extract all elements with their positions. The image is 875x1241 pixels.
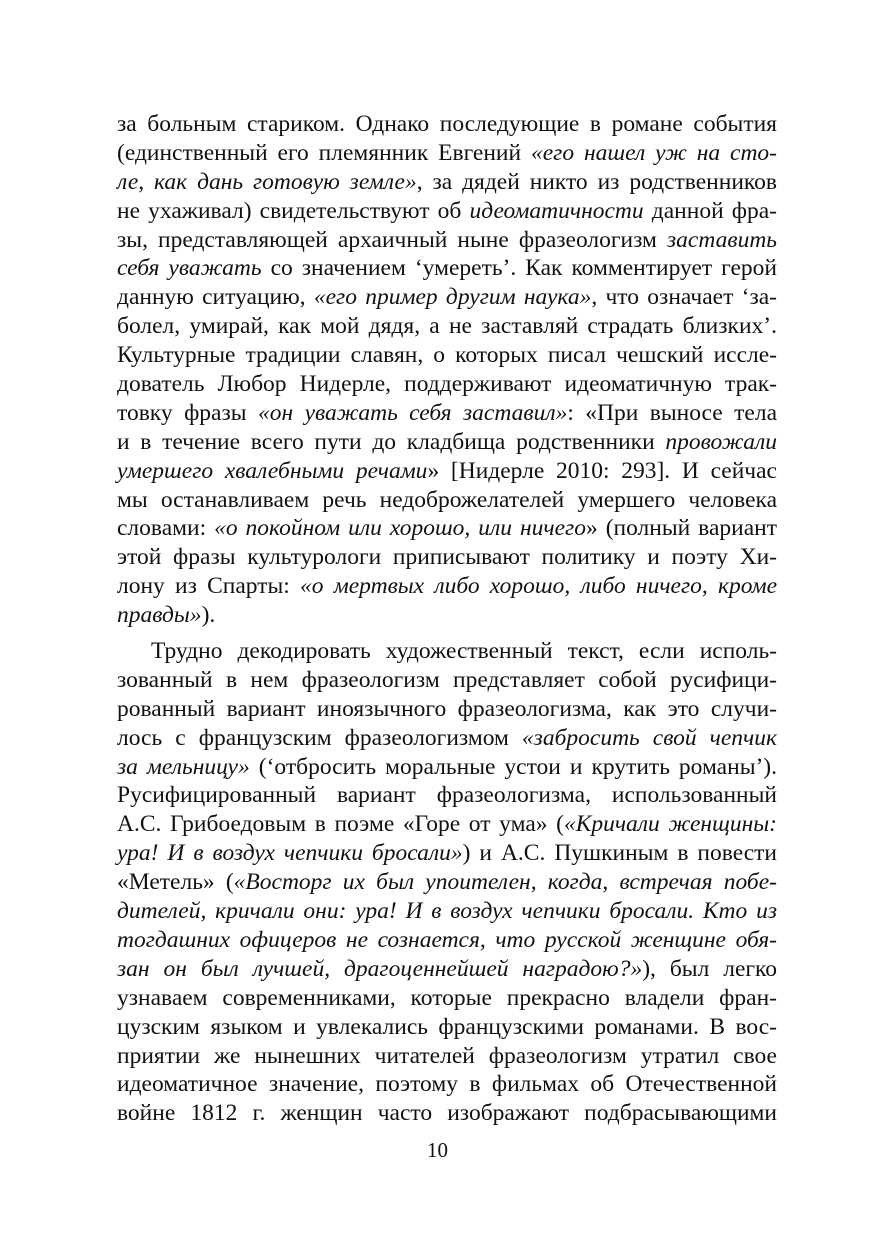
text-run: данную ситуацию, bbox=[117, 284, 314, 311]
text-run: зы, представляющей архаичный ныне фразеологизм bbox=[117, 226, 668, 253]
text-line bbox=[117, 810, 777, 839]
text-line bbox=[117, 637, 777, 666]
text-line bbox=[117, 897, 777, 926]
italic-quote: тогдашних офицеров не сознается, что русской женщине обя- bbox=[117, 926, 777, 953]
text-run: войне 1812 г. женщин часто изображают подбрасывающими bbox=[117, 1100, 777, 1127]
text-run: идеоматичное значение, поэтому в фильмах об Отечественной bbox=[117, 1071, 777, 1098]
text-run: (‘отбросить моральные устои и крутить романы’). bbox=[249, 753, 778, 780]
text-run: Русифицированный вариант фразеологизма, использованный bbox=[117, 782, 777, 809]
italic-quote: ура! И в воздух чепчики бросали» bbox=[117, 840, 463, 867]
italic-quote: заставить bbox=[667, 226, 777, 253]
text-line bbox=[117, 572, 777, 601]
text-run: этой фразы культурологи приписывают политику и поэту Хи- bbox=[117, 544, 777, 571]
text-run: со значением ‘умереть’. Как комментирует герой bbox=[261, 255, 777, 282]
italic-quote: за мельницу» bbox=[117, 753, 250, 780]
text-run: мы останавливаем речь недоброжелателей умершего человека bbox=[117, 486, 777, 513]
text-line bbox=[117, 984, 777, 1013]
text-run: зованный в нем фразеологизм представляет собой русифици- bbox=[117, 666, 777, 693]
body-text bbox=[117, 110, 777, 1128]
text-line bbox=[117, 926, 777, 955]
italic-quote: «забросить свой чепчик bbox=[521, 724, 777, 751]
text-run: лону из Спарты: bbox=[117, 573, 301, 600]
text-run: болел, умирай, как мой дядя, а не заставляй страдать близких’. bbox=[117, 313, 777, 340]
text-line bbox=[117, 341, 777, 370]
text-run: » [Нидерле 2010: 293]. И сейчас bbox=[427, 457, 777, 484]
text-run: данной фра- bbox=[643, 197, 777, 224]
italic-quote: «о покойном или хорошо, или ничего bbox=[214, 515, 586, 542]
italic-quote: дителей, кричали они: ура! И в воздух чепчики бросали. Кто из bbox=[117, 898, 777, 925]
text-run: дователь Любор Нидерле, поддерживают идеоматичную трак- bbox=[117, 371, 777, 398]
text-run: словами: bbox=[117, 515, 215, 542]
text-line bbox=[117, 1042, 777, 1071]
text-line bbox=[117, 1070, 777, 1099]
text-line bbox=[117, 312, 777, 341]
text-run: и в течение всего пути до кладбища родственники bbox=[117, 428, 666, 455]
text-run: » (полный вариант bbox=[585, 515, 777, 542]
text-run: (единственный его племянник Евгений bbox=[117, 139, 531, 166]
italic-quote: «его пример другим наука» bbox=[313, 284, 592, 311]
text-run: А.С. Грибоедовым в поэме «Горе от ума» ( bbox=[117, 811, 564, 838]
italic-quote: провожали bbox=[665, 428, 777, 455]
text-line bbox=[117, 724, 777, 753]
text-line bbox=[117, 457, 777, 486]
text-run: лось с французским фразеологизмом bbox=[117, 724, 522, 751]
text-line bbox=[117, 543, 777, 572]
text-run: приятии же нынешних читателей фразеологизм утратил свое bbox=[117, 1042, 777, 1069]
italic-quote: правды» bbox=[117, 602, 202, 629]
text-run: не ухаживал) свидетельствуют об bbox=[117, 197, 470, 224]
italic-quote: «его нашел уж на сто- bbox=[530, 139, 777, 166]
text-line bbox=[117, 868, 777, 897]
text-run: , за дядей никто из родственников bbox=[416, 168, 777, 195]
text-line bbox=[117, 514, 777, 543]
page-number: 10 bbox=[427, 1138, 448, 1162]
text-run: : «При выносе тела bbox=[567, 399, 777, 426]
text-run: цузским языком и увлекались французскими романами. В вос- bbox=[117, 1013, 777, 1040]
text-line bbox=[117, 139, 777, 168]
text-line bbox=[117, 666, 777, 695]
text-line bbox=[117, 955, 777, 984]
text-line bbox=[117, 781, 777, 810]
text-run: узнаваем современниками, которые прекрасно владели фран- bbox=[117, 984, 777, 1011]
text-run: , что означает ‘за- bbox=[591, 284, 777, 311]
italic-quote: умершего хвалебными речами bbox=[117, 457, 428, 484]
text-line bbox=[117, 254, 777, 283]
text-line bbox=[117, 370, 777, 399]
italic-quote: «он уважать себя заставил» bbox=[257, 399, 568, 426]
italic-quote: «Восторг их был упоителен, когда, встречая побе- bbox=[233, 869, 777, 896]
text-line bbox=[117, 197, 777, 226]
text-run: Трудно декодировать художественный текст, если исполь- bbox=[151, 638, 777, 665]
text-run: рованный вариант иноязычного фразеологизма, как это случи- bbox=[117, 695, 777, 722]
text-line bbox=[117, 399, 777, 428]
text-line bbox=[117, 839, 777, 868]
text-run: за больным стариком. Однако последующие в романе события bbox=[117, 111, 777, 137]
text-line bbox=[117, 428, 777, 457]
text-line bbox=[117, 753, 777, 782]
italic-quote: себя уважать bbox=[117, 255, 262, 282]
text-run: ), был легко bbox=[642, 955, 777, 982]
text-line bbox=[117, 486, 777, 515]
text-line bbox=[117, 1099, 777, 1128]
text-line bbox=[117, 226, 777, 255]
italic-quote: идеоматичности bbox=[469, 197, 644, 224]
italic-quote: «о мертвых либо хорошо, либо ничего, кроме bbox=[300, 573, 778, 600]
text-line bbox=[117, 601, 777, 630]
text-run: товку фразы bbox=[117, 399, 258, 426]
text-run: Культурные традиции славян, о которых писал чешский иссле- bbox=[117, 342, 777, 369]
italic-quote: зан он был лучшей, драгоценнейшей наградою?» bbox=[117, 955, 643, 982]
text-line bbox=[117, 168, 777, 197]
text-line bbox=[117, 283, 777, 312]
text-run: «Метель» ( bbox=[117, 869, 234, 896]
text-line bbox=[117, 110, 777, 139]
text-run: ). bbox=[201, 602, 216, 629]
italic-quote: ле, как дань готовую земле» bbox=[117, 168, 417, 195]
text-line bbox=[117, 1013, 777, 1042]
text-line bbox=[117, 695, 777, 724]
italic-quote: «Кричали женщины: bbox=[563, 811, 777, 838]
text-run: ) и А.С. Пушкиным в повести bbox=[462, 840, 777, 867]
